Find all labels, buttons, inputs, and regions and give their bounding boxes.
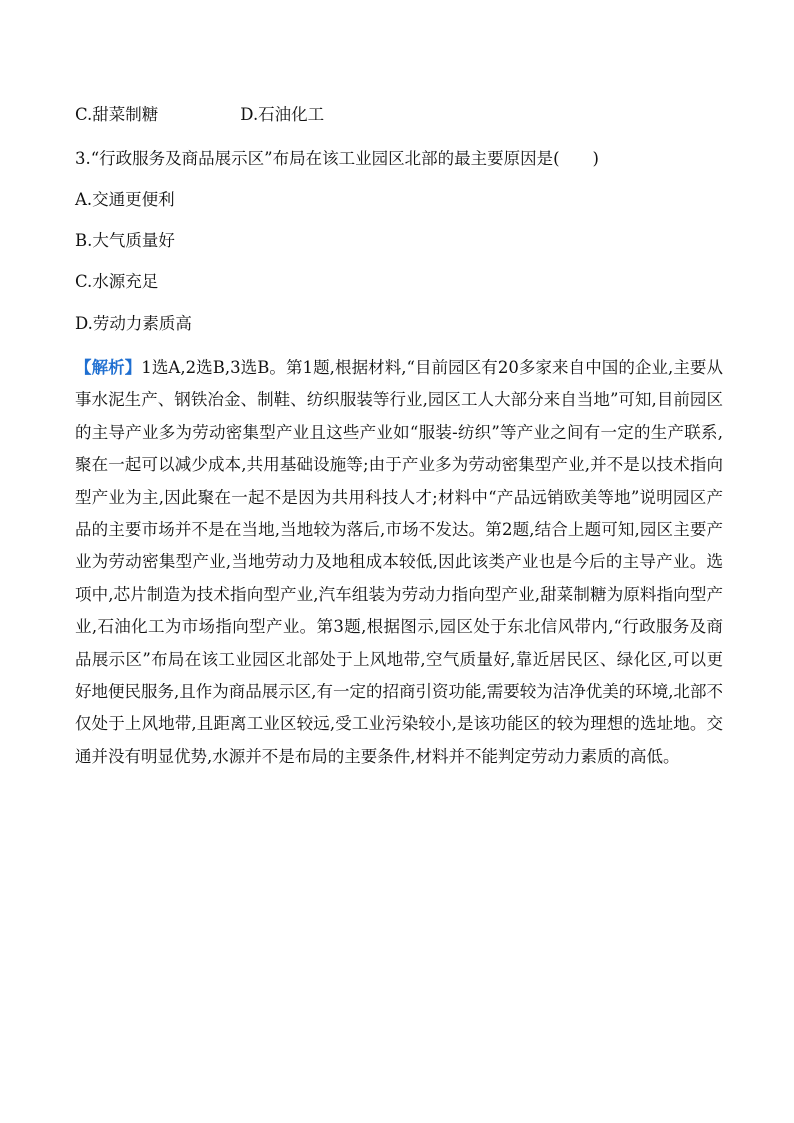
analysis-text: 1选A,2选B,3选B。第1题,根据材料,“目前园区有20多家来自中国的企业,主要从事水泥生产、钢铁冶金、制鞋、纺织服装等行业,园区工人大部分来自当地”可知,目前园区的主导产业多为劳动密集型产业且这些产业如“服装-纺织”等产业之间有一定的生产联系,聚在一起可以减少成本,共用基础设施等;由于产业多为劳动密集型产业,并不是以技术指向型产业为主,因此聚在一起不是因为共用科技人才;材料中“产品远销欧美等地”说明园区产品的主要市场并不是在当地,当地较为落后,市场不发达。第2题,结合上题可知,园区主要产业为劳动密集型产业,当地劳动力及地租成本较低,因此该类产业也是今后的主导产业。选项中,芯片制造为技术指向型产业,汽车组装为劳动力指向型产业,甜菜制糖为原料指向型产业,石油化工为市场指向型产业。第3题,根据图示,园区处于东北信风带内,“行政服务及商品展示区”布局在该工业园区北部处于上风地带,空气质量好,靠近居民区、绿化区,可以更好地便民服务,且作为商品展示区,有一定的招商引资功能,需要较为洁净优美的环境,北部不仅处于上风地带,且距离工业区较远,受工业污染较小,是该功能区的较为理想的选址地。交通并没有明显优势,水源并不是布局的主要条件,材料并不能判定劳动力素质的高低。 — [75, 358, 723, 766]
question-3-option-b: B.大气质量好 — [75, 231, 175, 250]
analysis-block — [75, 352, 723, 773]
previous-question-options — [75, 103, 324, 127]
analysis-tag: 【解析】 — [75, 358, 142, 377]
option-d-petrochemical: D.石油化工 — [240, 105, 325, 124]
question-3-option-a: A.交通更便利 — [75, 190, 175, 209]
question-3-option-d: D.劳动力素质高 — [75, 314, 192, 333]
question-3-option-c: C.水源充足 — [75, 272, 159, 291]
option-c-sugar-beet: C.甜菜制糖 — [75, 105, 159, 124]
question-3-stem: 3.“行政服务及商品展示区”布局在该工业园区北部的最主要原因是( ) — [75, 149, 599, 168]
